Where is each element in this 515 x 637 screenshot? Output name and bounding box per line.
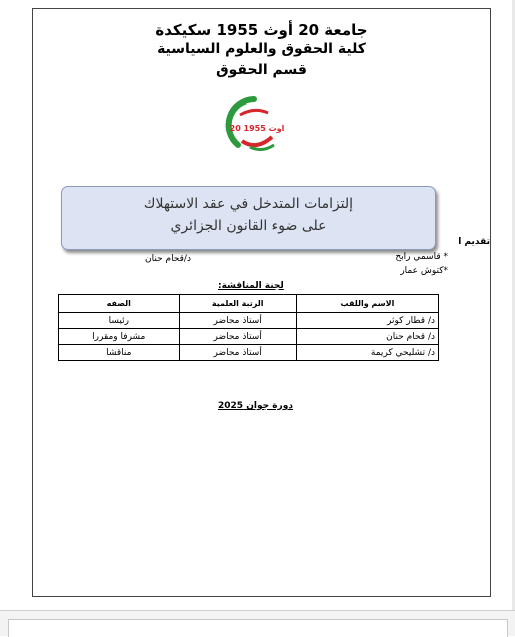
- next-page-preview: [0, 610, 515, 636]
- member-rank: أستاذ محاضر: [179, 345, 296, 361]
- member-role: مشرفا ومقررا: [59, 329, 180, 345]
- next-page-edge: [8, 619, 508, 637]
- table-header-row: [59, 295, 439, 313]
- department-name: قسم الحقوق: [216, 62, 307, 78]
- thesis-title-line1: إلتزامات المتدخل في عقد الاستهلاك: [143, 196, 354, 212]
- logo-text: 20 اوت 1955: [229, 124, 285, 133]
- member-name: د/ تشليحي كريمة: [296, 345, 438, 361]
- committee-title: لجنة المناقشة:: [218, 281, 284, 291]
- university-logo: [224, 93, 286, 155]
- member-name: د/ قطار كوثر: [296, 313, 438, 329]
- student-2: *كتوش عمار: [400, 266, 448, 276]
- document-page: [32, 8, 491, 597]
- table-row: [59, 313, 439, 329]
- member-role: مناقشا: [59, 345, 180, 361]
- faculty-name: كلية الحقوق والعلوم السياسية: [157, 41, 366, 57]
- university-name: جامعة 20 أوث 1955 سكيكدة: [155, 21, 368, 39]
- table-row: [59, 329, 439, 345]
- member-rank: أستاذ محاضر: [179, 329, 296, 345]
- table-row: [59, 345, 439, 361]
- member-rank: أستاذ محاضر: [179, 313, 296, 329]
- header-role: الصفه: [59, 295, 180, 313]
- supervisor-name: د/قحام حنان: [145, 254, 191, 264]
- committee-table: [58, 294, 439, 361]
- student-1: * قاسمي رابح: [395, 252, 448, 262]
- thesis-title-line2: على ضوء القانون الجزائري: [170, 218, 327, 234]
- header-name: الاسم واللقب: [296, 295, 438, 313]
- member-name: د/ قحام حنان: [296, 329, 438, 345]
- header-rank: الرتبة العلمية: [179, 295, 296, 313]
- member-role: رئيسا: [59, 313, 180, 329]
- thesis-title-box: [61, 186, 436, 250]
- presented-by-label: تقديم ا: [458, 237, 490, 247]
- session-label: دورة جوان 2025: [218, 401, 293, 411]
